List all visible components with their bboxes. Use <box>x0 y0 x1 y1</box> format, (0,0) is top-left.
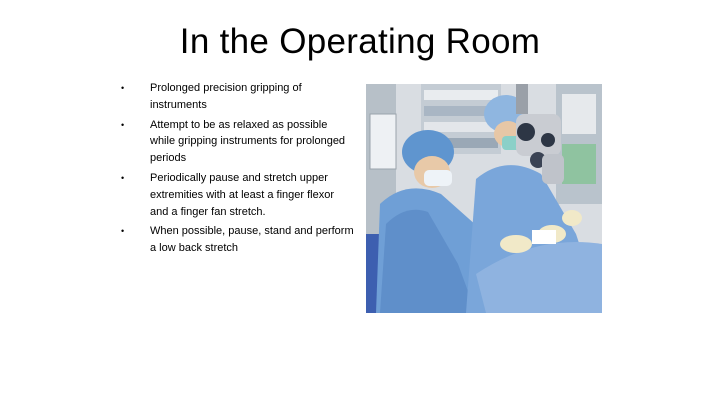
slide-title: In the Operating Room <box>179 22 541 61</box>
bullet-icon: • <box>121 226 125 237</box>
operating-room-photo <box>366 84 602 313</box>
bullet-icon: • <box>121 172 125 183</box>
bullet-icon: • <box>121 83 125 93</box>
bullet-item <box>118 117 354 167</box>
bullet-item <box>118 170 354 220</box>
bullet-list <box>118 80 354 260</box>
bullet-text: Attempt to be as relaxed as possible while gripping instruments for prolonged periods <box>150 118 346 165</box>
bullet-text: Prolonged precision gripping of instruments <box>150 82 302 111</box>
bullet-item <box>118 223 354 257</box>
bullet-text: Periodically pause and stretch upper extremities with at least a finger flexor and a finger fan stretch. <box>150 171 335 218</box>
bullet-icon: • <box>121 119 125 130</box>
bullet-item <box>118 80 354 114</box>
bullet-text: When possible, pause, stand and perform a low back stretch <box>150 225 354 255</box>
